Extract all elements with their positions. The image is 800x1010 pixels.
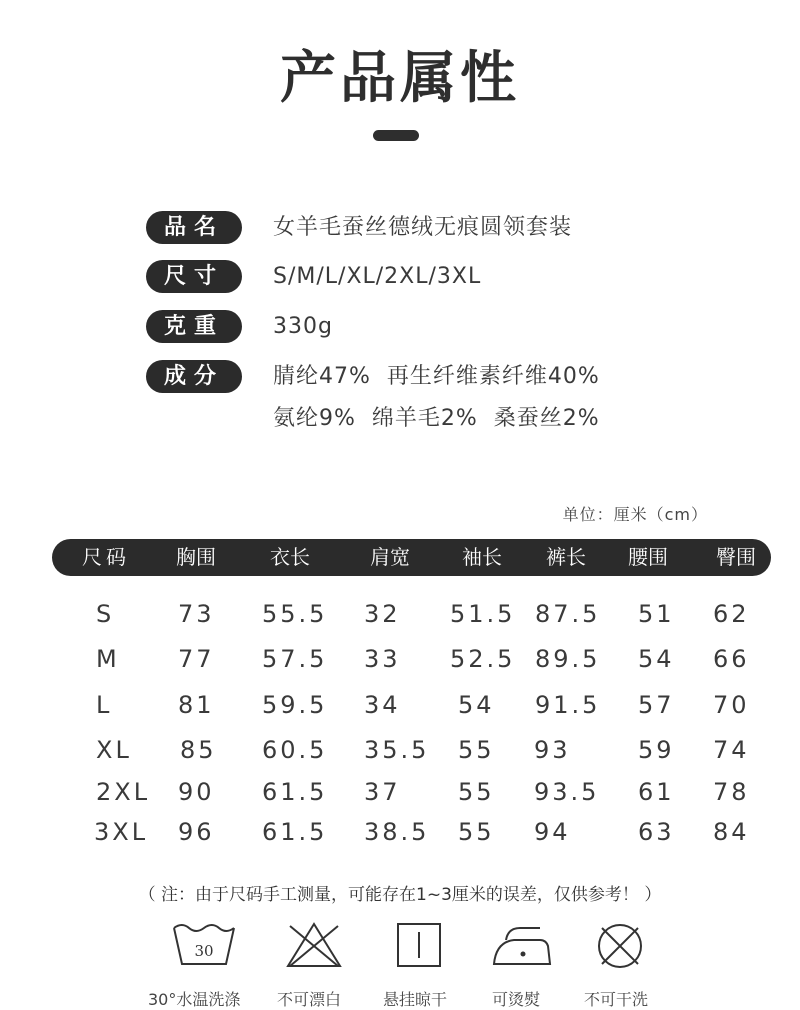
- cell-sleeve: 55: [458, 736, 495, 764]
- cell-shoulder: 32: [364, 600, 401, 628]
- cell-hip: 66: [713, 645, 750, 673]
- attr-value-name: 女羊毛蚕丝德绒无痕圆领套装: [273, 215, 573, 240]
- care-label-iron: 可烫熨: [492, 990, 541, 1009]
- table-row: [0, 596, 800, 632]
- table-row: [0, 814, 800, 850]
- cell-chest: 85: [180, 736, 217, 764]
- cell-length: 61.5: [262, 778, 328, 806]
- cell-hip: 74: [713, 736, 750, 764]
- cell-size: 3XL: [94, 818, 149, 846]
- th-sleeve: 袖长: [462, 545, 502, 569]
- cell-size: L: [96, 691, 113, 719]
- measurement-note: （ 注：由于尺码手工测量，可能存在1~3厘米的误差，仅供参考！ ）: [138, 885, 662, 905]
- iron-low-icon: [490, 920, 550, 976]
- th-size: 尺码: [82, 545, 130, 569]
- page-title: 产品属性: [280, 46, 520, 111]
- cell-hip: 78: [713, 778, 750, 806]
- no-dry-clean-icon: [594, 920, 654, 976]
- th-length: 衣长: [270, 545, 310, 569]
- attr-value-size: S/M/L/XL/2XL/3XL: [273, 264, 482, 289]
- cell-pants-length: 91.5: [535, 691, 601, 719]
- cell-hip: 70: [713, 691, 750, 719]
- cell-shoulder: 38.5: [364, 818, 430, 846]
- attr-label-size: 尺寸: [146, 260, 242, 293]
- attr-value-composition-1: 腈纶47% 再生纤维素纤维40%: [273, 364, 600, 389]
- attr-label-name: 品名: [146, 211, 242, 244]
- attr-value-composition-2: 氨纶9% 绵羊毛2% 桑蚕丝2%: [273, 406, 600, 431]
- cell-waist: 61: [638, 778, 675, 806]
- cell-chest: 77: [178, 645, 215, 673]
- th-waist: 腰围: [628, 545, 668, 569]
- cell-sleeve: 54: [458, 691, 495, 719]
- care-label-no-dry-clean: 不可干洗: [584, 990, 649, 1009]
- cell-pants-length: 89.5: [535, 645, 601, 673]
- cell-length: 61.5: [262, 818, 328, 846]
- cell-shoulder: 33: [364, 645, 401, 673]
- cell-sleeve: 51.5: [450, 600, 516, 628]
- cell-waist: 51: [638, 600, 675, 628]
- table-row: [0, 774, 800, 810]
- cell-chest: 96: [178, 818, 215, 846]
- cell-size: M: [96, 645, 120, 673]
- cell-pants-length: 94: [534, 818, 571, 846]
- wash-temp-label: 30: [194, 942, 214, 960]
- cell-shoulder: 37: [364, 778, 401, 806]
- cell-hip: 62: [713, 600, 750, 628]
- cell-size: S: [96, 600, 115, 628]
- size-table-header: [52, 539, 771, 576]
- table-row: [0, 732, 800, 768]
- cell-size: XL: [96, 736, 132, 764]
- cell-length: 55.5: [262, 600, 328, 628]
- cell-chest: 90: [178, 778, 215, 806]
- care-label-no-bleach: 不可漂白: [277, 990, 342, 1009]
- cell-sleeve: 55: [458, 778, 495, 806]
- cell-length: 57.5: [262, 645, 328, 673]
- cell-waist: 57: [638, 691, 675, 719]
- attr-label-weight: 克重: [146, 310, 242, 343]
- care-label-hang-dry: 悬挂晾干: [383, 990, 448, 1009]
- wash-30-icon: [172, 920, 232, 976]
- cell-chest: 81: [178, 691, 215, 719]
- title-underline: [373, 130, 419, 141]
- table-row: [0, 641, 800, 677]
- cell-sleeve: 55: [458, 818, 495, 846]
- cell-pants-length: 93.5: [534, 778, 600, 806]
- attr-label-composition: 成分: [146, 360, 242, 393]
- cell-length: 60.5: [262, 736, 328, 764]
- no-bleach-icon: [284, 920, 344, 976]
- cell-pants-length: 87.5: [535, 600, 601, 628]
- unit-note: 单位：厘米（cm）: [562, 505, 708, 524]
- cell-hip: 84: [713, 818, 750, 846]
- cell-waist: 59: [638, 736, 675, 764]
- cell-pants-length: 93: [534, 736, 571, 764]
- cell-chest: 73: [178, 600, 215, 628]
- th-chest: 胸围: [176, 545, 216, 569]
- cell-shoulder: 34: [364, 691, 401, 719]
- th-hip: 臀围: [716, 545, 756, 569]
- th-shoulder: 肩宽: [370, 545, 410, 569]
- cell-waist: 63: [638, 818, 675, 846]
- cell-waist: 54: [638, 645, 675, 673]
- cell-length: 59.5: [262, 691, 328, 719]
- care-label-wash: 30°水温洗涤: [148, 990, 241, 1009]
- cell-size: 2XL: [96, 778, 151, 806]
- hang-dry-icon: [396, 920, 456, 976]
- attr-value-weight: 330g: [273, 314, 333, 339]
- th-pants-length: 裤长: [546, 545, 586, 569]
- table-row: [0, 687, 800, 723]
- cell-shoulder: 35.5: [364, 736, 430, 764]
- cell-sleeve: 52.5: [450, 645, 516, 673]
